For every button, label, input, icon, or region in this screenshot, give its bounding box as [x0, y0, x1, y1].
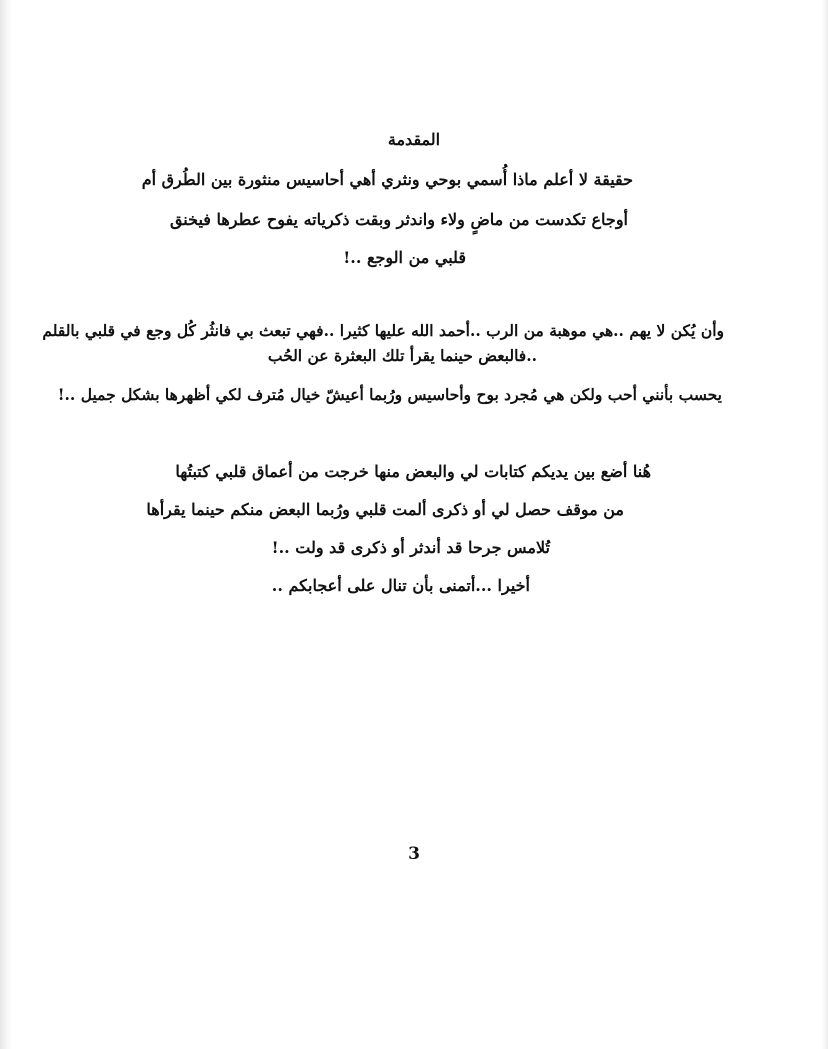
paragraph-line: ..فالبعض حينما يقرأ تلك البعثرة عن الحُب	[267, 346, 537, 365]
paragraph-line: وأن يُكن لا يهم ..هي موهبة من الرب ..أحمد الله عليها كثيرا ..فهي تبعث بي فانثُر كُل وجع في قلبي بالقلم	[42, 321, 724, 340]
paragraph-line: أوجاع تكدست من ماضٍ ولاء واندثر وبقت ذكرياته يفوح عطرها فيخنق	[169, 210, 628, 229]
paragraph-line: يحسب بأنني أحب ولكن هي مُجرد بوح وأحاسيس ورُبما أعيشّ خيال مُترف لكي أظهرها بشكل جميل ..!	[57, 385, 722, 404]
page-number: 3	[408, 844, 420, 864]
paragraph-line: هُنا أضع بين يديكم كتابات لي والبعض منها خرجت من أعماق قلبي كتبتُها	[175, 462, 651, 481]
paragraph-line: حقيقة لا أعلم ماذا أُسمي بوحي ونثري أهي أحاسيس منثورة بين الطُرق أم	[141, 170, 633, 189]
paragraph-line: تُلامس جرحا قد أندثر أو ذكرى قد ولت ..!	[271, 538, 550, 557]
paragraph-line: قلبي من الوجع ..!	[343, 248, 466, 267]
paragraph-line: أخيرا ...أتمنى بأن تنال على أعجابكم ..	[271, 576, 530, 595]
page-edge-shadow	[0, 0, 12, 1049]
section-title: المقدمة	[387, 130, 441, 149]
page-edge-shadow-right	[822, 0, 828, 1049]
paragraph-line: من موقف حصل لي أو ذكرى ألمت قلبي ورُبما البعض منكم حينما يقرأها	[146, 500, 624, 519]
